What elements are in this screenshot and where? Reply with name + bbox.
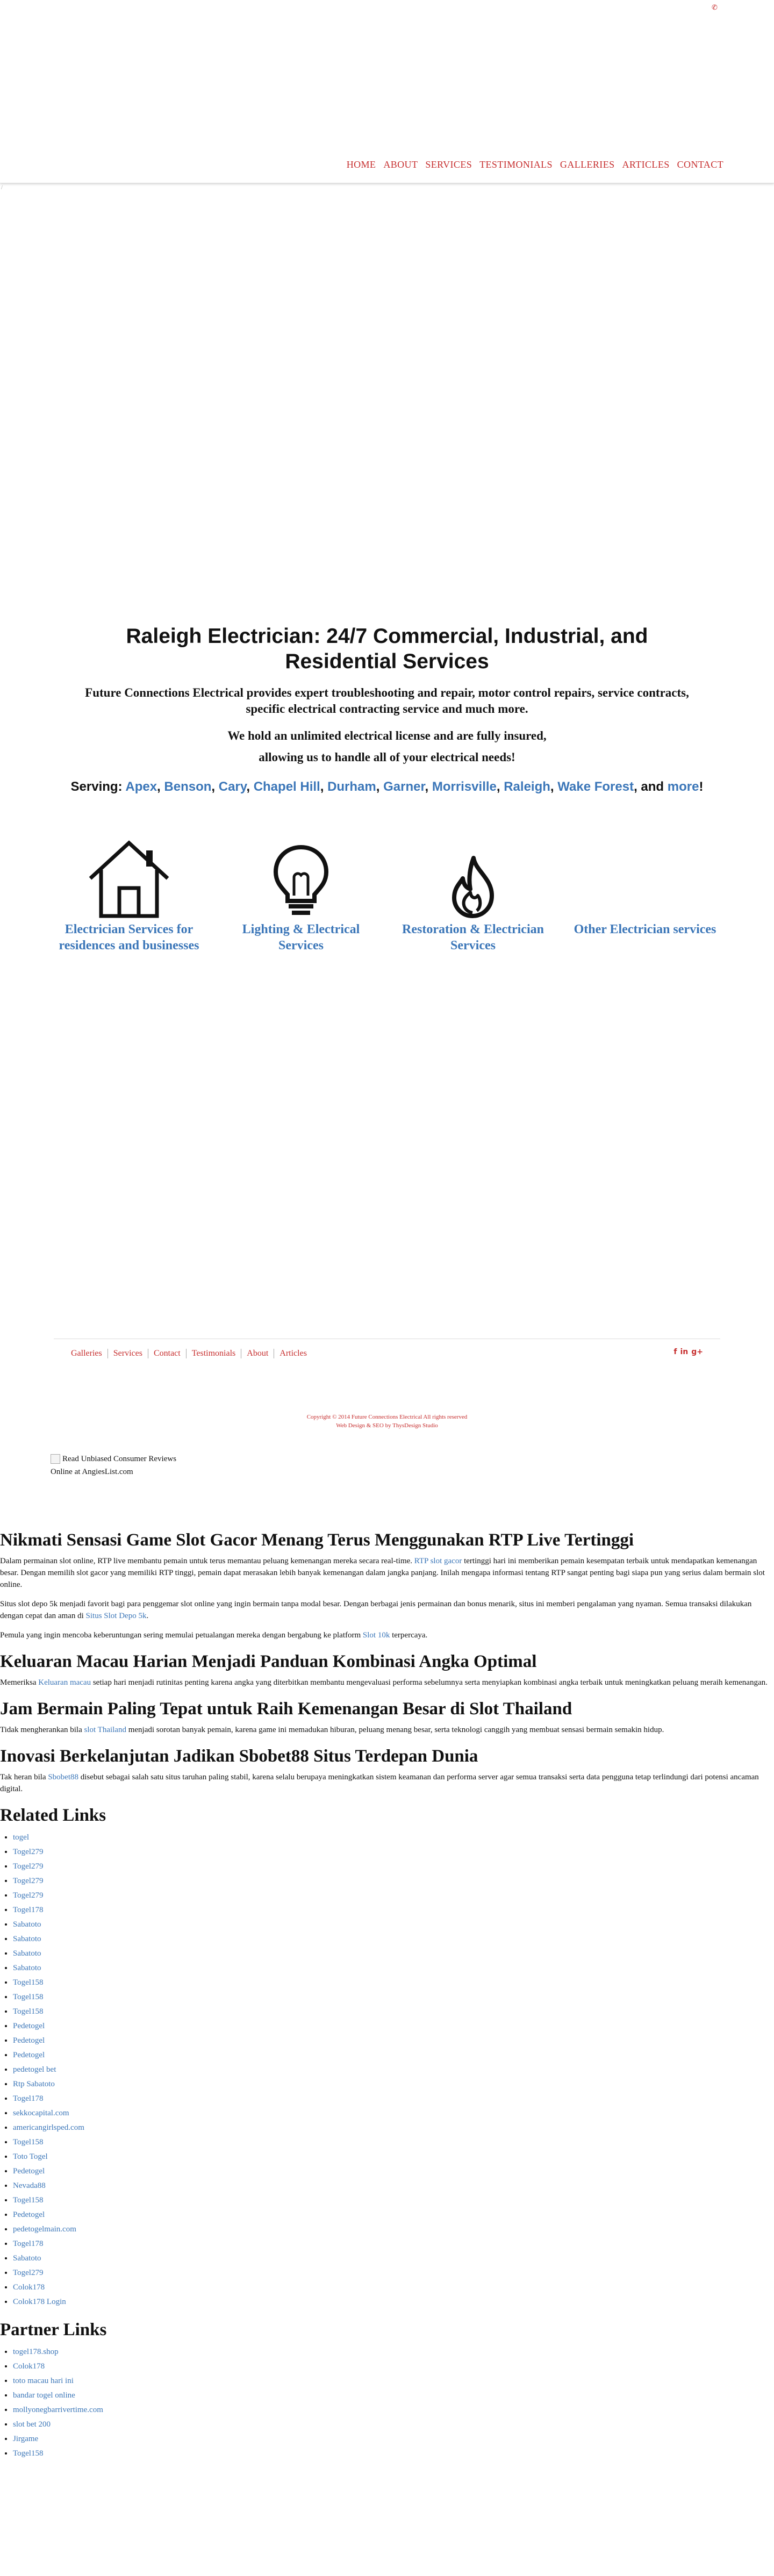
list-item[interactable]: • mollyonegbarrivertime.com: [13, 2403, 774, 2417]
allow-text: allowing us to handle all of your electrical needs!: [259, 750, 515, 764]
service-restoration[interactable]: [398, 833, 548, 954]
hero-intro: Future Connections Electrical provides expert troubleshooting and repair, motor control repairs, service contracts, specific electrical contracting service and much more.: [85, 686, 689, 715]
article-link[interactable]: Keluaran macau: [38, 1678, 91, 1687]
list-item[interactable]: • americangirlsped.com: [13, 2121, 774, 2135]
copyright-block: [54, 1413, 720, 1430]
nav-contact[interactable]: CONTACT: [677, 159, 723, 170]
serving-label: Serving:: [70, 779, 123, 794]
article-link[interactable]: RTP slot gacor: [414, 1557, 462, 1565]
nav-about[interactable]: ABOUT: [383, 159, 418, 170]
list-item[interactable]: • Colok178: [13, 2359, 774, 2374]
phone-icon[interactable]: ✆: [712, 4, 718, 12]
list-item[interactable]: • Sabatoto: [13, 1961, 774, 1976]
partner-links-list: [0, 2345, 774, 2461]
list-item[interactable]: • pedetogelmain.com: [13, 2222, 774, 2237]
list-item[interactable]: • Togel279: [13, 2266, 774, 2280]
serving-end: !: [699, 779, 704, 794]
list-item[interactable]: • Togel178: [13, 2237, 774, 2251]
nav-articles[interactable]: ARTICLES: [622, 159, 670, 170]
footer-link-testimonials[interactable]: Testimonials: [187, 1349, 242, 1358]
city-link-morrisville[interactable]: Morrisville: [432, 779, 497, 794]
license-text: We hold an unlimited electrical license and are fully insured,: [227, 729, 547, 742]
list-item[interactable]: • Pedetogel: [13, 2208, 774, 2222]
list-item[interactable]: • slot bet 200: [13, 2417, 774, 2432]
list-item[interactable]: • Pedetogel: [13, 2019, 774, 2034]
list-item[interactable]: • Togel279: [13, 1859, 774, 1874]
article-title: Nikmati Sensasi Game Slot Gacor Menang Terus Menggunakan RTP Live Tertinggi: [0, 1530, 634, 1550]
list-item[interactable]: • Colok178: [13, 2280, 774, 2295]
linkedin-icon[interactable]: in: [680, 1348, 689, 1356]
list-item[interactable]: • togel: [13, 1830, 774, 1845]
angies-line2: Online at AngiesList.com: [51, 1468, 133, 1476]
list-item[interactable]: • Sabatoto: [13, 2251, 774, 2266]
list-item[interactable]: • Sabatoto: [13, 1932, 774, 1947]
footer-nav: [71, 1349, 312, 1358]
article-paragraph: Tidak mengherankan bila slot Thailand menjadi sorotan banyak pemain, karena game ini memadukan hiburan, peluang menang besar, serta teknologi canggih yang membuat sensasi bermain semakin hidup.: [0, 1726, 664, 1734]
service-label: Lighting & Electrical Services: [242, 922, 360, 953]
list-item[interactable]: • Colok178 Login: [13, 2295, 774, 2309]
lightbulb-icon: [271, 844, 331, 919]
social-links: [673, 1348, 703, 1356]
article-title: Inovasi Berkelanjutan Jadikan Sbobet88 Situs Terdepan Dunia: [0, 1747, 478, 1766]
article-paragraph: Tak heran bila Sbobet88 disebut sebagai salah satu situs taruhan paling stabil, karena selalu berupaya meningkatkan sistem keamanan dan performa server agar semua transaksi serta data pengguna tetap terlindungi dari potensi ancaman digital.: [0, 1773, 759, 1793]
list-item[interactable]: • Togel158: [13, 2005, 774, 2019]
angies-list-badge[interactable]: [51, 1452, 176, 1478]
list-item[interactable]: • Togel158: [13, 2135, 774, 2150]
broken-image-icon: [51, 1454, 60, 1464]
article-section: [0, 1745, 774, 1795]
copyright-text: Copyright © 2014 Future Connections Electrical All rights reserved: [306, 1414, 468, 1420]
service-label: Other Electrician services: [574, 922, 716, 936]
article-paragraph: Pemula yang ingin mencoba keberuntungan sering memulai petualangan mereka dengan bergabung ke platform Slot 10k terpercaya.: [0, 1631, 428, 1640]
city-link-chapel-hill[interactable]: Chapel Hill: [253, 779, 320, 794]
nav-galleries[interactable]: GALLERIES: [560, 159, 615, 170]
service-label: Electrician Services for residences and businesses: [59, 922, 199, 953]
related-links-list: [0, 1830, 774, 2309]
list-item[interactable]: • Pedetogel: [13, 2164, 774, 2179]
article-title: Jam Bermain Paling Tepat untuk Raih Kemenangan Besar di Slot Thailand: [0, 1699, 572, 1719]
nav-home[interactable]: HOME: [346, 159, 376, 170]
hero-section: [0, 624, 774, 795]
list-item[interactable]: • Togel158: [13, 2446, 774, 2461]
article-link[interactable]: slot Thailand: [84, 1726, 126, 1734]
city-link-raleigh[interactable]: Raleigh: [504, 779, 550, 794]
article-content: [0, 1529, 774, 2471]
list-item[interactable]: • Togel158: [13, 2193, 774, 2208]
list-item[interactable]: • togel178.shop: [13, 2345, 774, 2359]
city-link-wake-forest[interactable]: Wake Forest: [557, 779, 634, 794]
footer-link-services[interactable]: Services: [108, 1349, 148, 1358]
main-nav: [347, 159, 723, 170]
more-cities-link[interactable]: more: [667, 779, 699, 794]
city-link-durham[interactable]: Durham: [327, 779, 376, 794]
article-section: [0, 1698, 774, 1736]
city-link-garner[interactable]: Garner: [383, 779, 425, 794]
footer-link-about[interactable]: About: [241, 1349, 274, 1358]
site-header: [0, 0, 774, 183]
page-title: Raleigh Electrician: 24/7 Commercial, Industrial, and Residential Services: [126, 625, 648, 673]
article-paragraph: Situs slot depo 5k menjadi favorit bagi para penggemar slot online yang ingin bermain tanpa modal besar. Dengan berbagai jenis permainan dan bonus menarik, situs ini memberi pengalaman yang nyaman. Semua transaksi dilakukan dengan cepat dan aman di Situs Slot Depo 5k.: [0, 1600, 752, 1620]
city-link-cary[interactable]: Cary: [218, 779, 247, 794]
partner-links-title: Partner Links: [0, 2320, 107, 2339]
article-link[interactable]: Slot 10k: [362, 1631, 390, 1640]
list-item[interactable]: • Togel279: [13, 1845, 774, 1859]
list-item[interactable]: • Jirgame: [13, 2432, 774, 2446]
and-text: , and: [634, 779, 664, 794]
city-link-benson[interactable]: Benson: [164, 779, 212, 794]
breadcrumb: /: [1, 185, 3, 191]
serving-line: Serving: Apex, Benson, Cary, Chapel Hill, Durham, Garner, Morrisville, Raleigh, Wake Forest, and more!: [70, 779, 704, 794]
footer-link-articles[interactable]: Articles: [280, 1349, 307, 1358]
article-link[interactable]: Sbobet88: [48, 1773, 78, 1781]
related-links-title: Related Links: [0, 1806, 106, 1825]
list-item[interactable]: • Togel279: [13, 1874, 774, 1888]
partner-links-section: [0, 2319, 774, 2461]
nav-testimonials[interactable]: TESTIMONIALS: [479, 159, 553, 170]
list-item[interactable]: • Sabatoto: [13, 1947, 774, 1961]
list-item[interactable]: • Togel158: [13, 1976, 774, 1990]
angies-alt-text: Read Unbiased Consumer Reviews: [62, 1455, 177, 1463]
list-item[interactable]: • Togel158: [13, 1990, 774, 2005]
google-plus-icon[interactable]: g+: [691, 1348, 703, 1356]
related-links-section: [0, 1805, 774, 2309]
article-section: [0, 1651, 774, 1688]
service-other[interactable]: [570, 833, 720, 954]
article-paragraph: Memeriksa Keluaran macau setiap hari menjadi rutinitas penting karena angka yang diterbitkan membantu mengevaluasi performa sebelumnya serta menyiapkan kombinasi angka terbaik untuk meningkatkan peluang meraih kemenangan.: [0, 1678, 768, 1687]
list-item[interactable]: • sekkocapital.com: [13, 2106, 774, 2121]
list-item[interactable]: • Togel279: [13, 1888, 774, 1903]
service-residential[interactable]: [54, 833, 204, 954]
service-lighting[interactable]: [226, 833, 376, 954]
list-item[interactable]: • Pedetogel: [13, 2048, 774, 2063]
list-item[interactable]: • Togel178: [13, 2092, 774, 2106]
services-row: [54, 833, 720, 954]
article-section: [0, 1529, 774, 1641]
facebook-icon[interactable]: f: [673, 1348, 677, 1356]
house-icon: [86, 839, 172, 919]
list-item[interactable]: • Pedetogel: [13, 2034, 774, 2048]
list-item[interactable]: • Rtp Sabatoto: [13, 2077, 774, 2092]
flame-icon: [449, 855, 497, 919]
nav-services[interactable]: SERVICES: [425, 159, 472, 170]
footer-link-contact[interactable]: Contact: [148, 1349, 187, 1358]
article-title: Keluaran Macau Harian Menjadi Panduan Kombinasi Angka Optimal: [0, 1652, 537, 1671]
article-paragraph: Dalam permainan slot online, RTP live membantu pemain untuk terus memantau peluang kemenangan mereka secara real-time. RTP slot gacor tertinggi hari ini memberikan pemain kesempatan terbaik untuk mendapatkan kemenangan besar. Dengan memilih slot gacor yang memiliki RTP tinggi, pemain dapat merasakan lebih banyak kemenangan dalam jangka panjang. Inilah mengapa informasi tentang RTP sangat penting bagi siapa pun yang serius dalam bermain slot online.: [0, 1557, 765, 1589]
list-item[interactable]: • Nevada88: [13, 2179, 774, 2193]
footer-link-galleries[interactable]: Galleries: [71, 1349, 108, 1358]
service-label: Restoration & Electrician Services: [402, 922, 544, 953]
city-link-apex[interactable]: Apex: [125, 779, 157, 794]
list-item[interactable]: • Togel178: [13, 1903, 774, 1917]
design-credit[interactable]: Web Design & SEO by ThysDesign Studio: [336, 1422, 438, 1429]
list-item[interactable]: • Toto Togel: [13, 2150, 774, 2164]
list-item[interactable]: • pedetogel bet: [13, 2063, 774, 2077]
article-link[interactable]: Situs Slot Depo 5k: [85, 1612, 147, 1620]
list-item[interactable]: • Sabatoto: [13, 1917, 774, 1932]
list-item[interactable]: • toto macau hari ini: [13, 2374, 774, 2388]
list-item[interactable]: • bandar togel online: [13, 2388, 774, 2403]
